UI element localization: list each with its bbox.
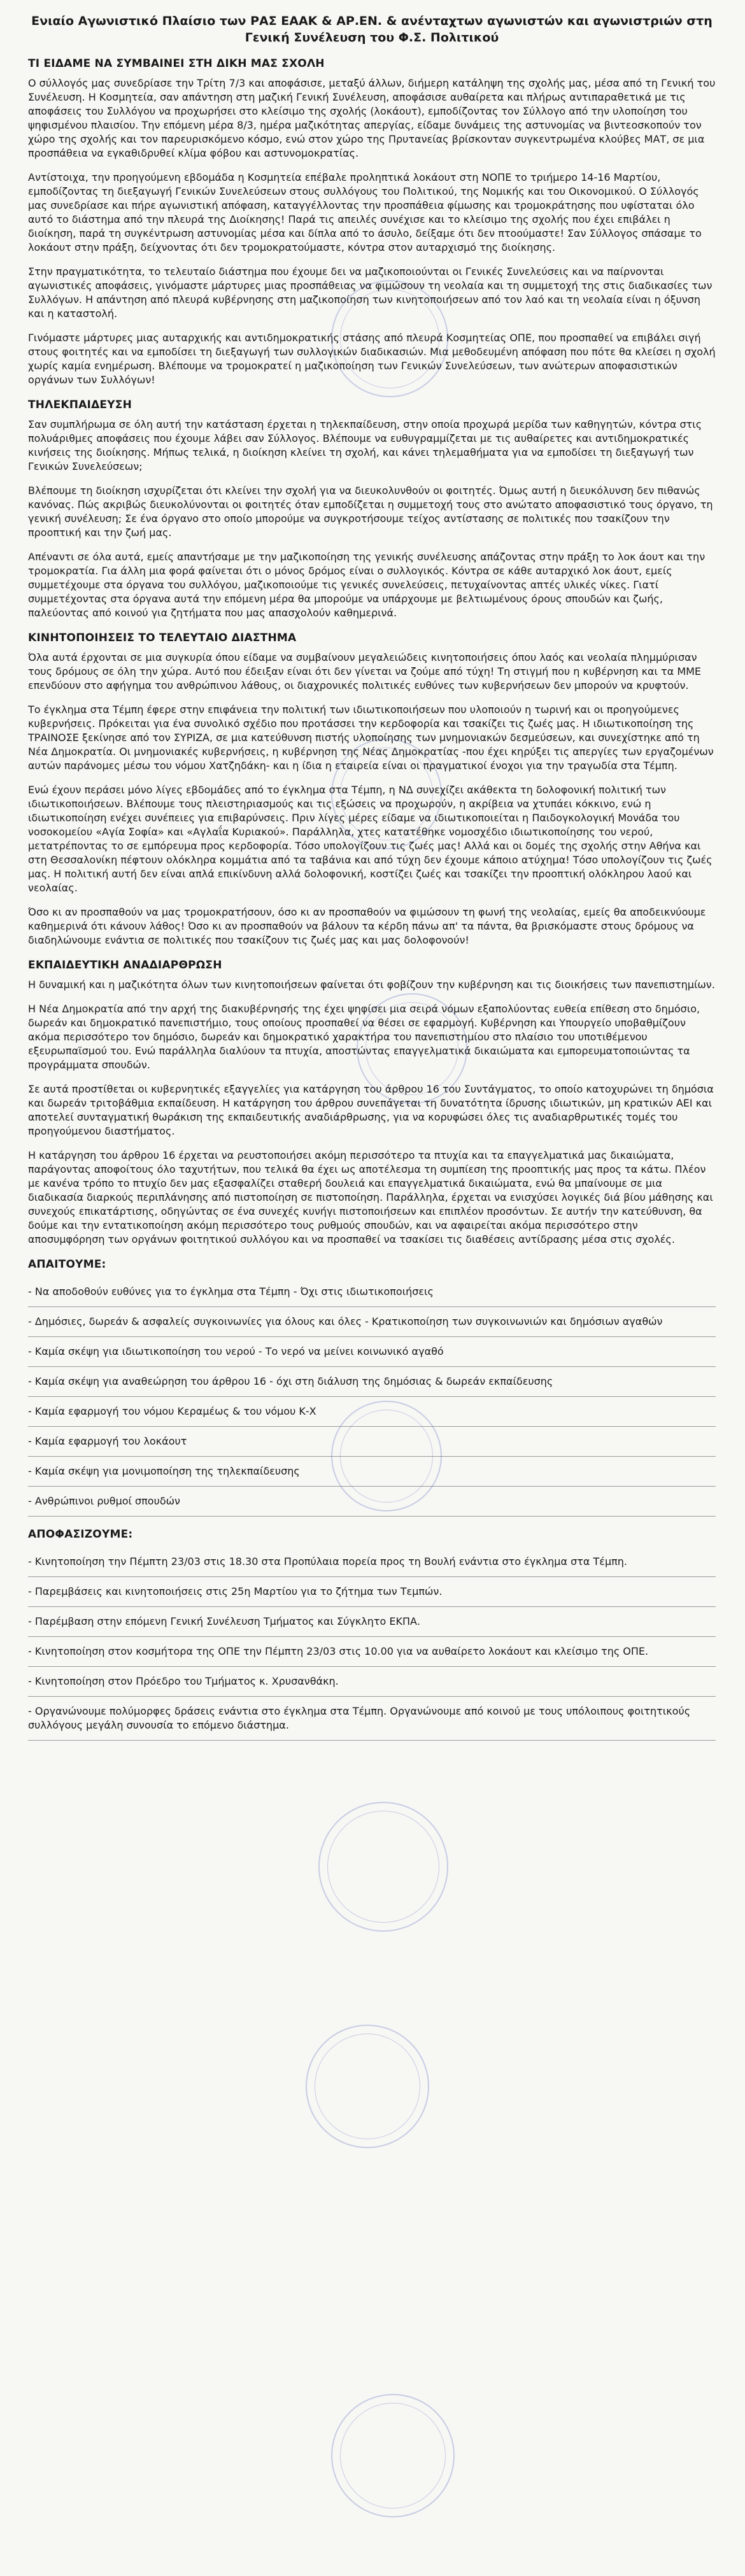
decision-item: - Οργανώνουμε πολύμορφες δράσεις ενάντια στο έγκλημα στα Τέμπη. Οργανώνουμε από κοινού με τους υπόλοιπους φοιτητικούς συλλόγους μεγάλη συνουσία το επόμενο διάστημα.: [28, 1697, 716, 1741]
paragraph: Απέναντι σε όλα αυτά, εμείς απαντήσαμε με την μαζικοποίηση της γενικής συνέλευσης απάζοντας στην πράξη το λοκ άουτ και την τρομοκρατία. Για άλλη μια φορά φαίνεται ότι ο μόνος δρόμος είναι ο συλλογικός. Κόντρα σε κάθε αυταρχικό λοκ άουτ, εμείς συμμετέχουμε στα όργανα του συλλόγου, μαζικοποιούμε τις γενικές συνελεύσεις, πετυχαίνοντας απτές υλικές νίκες. Γιατί συμμετέχοντας στα όργανα αυτά την επόμενη μέρα θα μπορούμε να υπάρχουμε με βελτιωμένους όρους σπουδών και ζωής, παλεύοντας από κοινού για ζητήματα που μας απασχολούν καθημερινά.: [28, 551, 706, 619]
demand-item: - Καμία εφαρμογή του νόμου Κεραμέως & του νόμου Κ-Χ: [28, 1397, 716, 1427]
paragraph: Αντίστοιχα, την προηγούμενη εβδομάδα η Κοσμητεία επέβαλε προληπτικά λοκάουτ στη ΝΟΠΕ το τριήμερο 14-16 Μαρτίου, εμποδίζοντας τη διεξαγωγή Γενικών Συνελεύσεων στους συλλόγους του Πολιτικού, της Νομικής και του Οικονομικού. Ο Σύλλογός μας συνεδρίασε και πήρε αγωνιστική απόφαση, καταγγέλλοντας την προσπάθεια φίμωσης και τρομοκράτησης που υφίσταται όλο αυτό το διάστημα από την πλευρά της Διοίκησης! Παρά τις απειλές συνέχισε και το κλείσιμο της σχολής που έχει επιβάλει η διοίκηση, παρά τη συγκέντρωση αστυνομίας μέσα και δίπλα από το άσυλο, δείξαμε ότι δεν πτοούμαστε! Σαν Σύλλογος σπάσαμε το λοκάουτ στην πράξη, δείχνοντας ότι δεν τρομοκρατούμαστε, κόντρα στον αυταρχισμό της διοίκησης.: [28, 171, 702, 253]
section-heading: ΕΚΠΑΙΔΕΥΤΙΚΗ ΑΝΑΔΙΑΡΘΡΩΣΗ: [28, 959, 222, 972]
decision-item: - Κινητοποίηση στον κοσμήτορα της ΟΠΕ την Πέμπτη 23/03 στις 10.00 για να αυθαίρετο λοκάουτ και κλείσιμο της ΟΠΕ.: [28, 1637, 716, 1667]
paragraph: Η κατάργηση του άρθρου 16 έρχεται να ρευστοποιήσει ακόμη περισσότερο τα πτυχία και τα επαγγελματικά μας δικαιώματα, παράγοντας αποφοίτους όλο ταχυτήτων, που τελικά θα έχει ως αποτέλεσμα τη συμπίεση της προοπτικής μας προς τα κάτω. Πλέον με κανένα τρόπο το πτυχίο δεν μας εξασφαλίζει σταθερή δουλειά και επαγγελματικά δικαιώματα, ενώ θα μπαίνουμε σε μια διαδικασία διαρκούς περιπλάνησης από πιστοποίηση σε πιστοποίηση. Παράλληλα, έρχεται να ενισχύσει λογικές διά βίου μάθησης και συνεχούς επικατάρτισης, οδηγώντας σε ένα συνεχές κυνήγι πιστοποιήσεων και επιπλέον προσόντων. Σε αυτήν την κατεύθυνση, θα δούμε και την εντατικοποίηση ακόμη περισσότερο τους ρυθμούς σπουδών, και να αφαιρείται ακόμα περισσότερο στην αποσυμφόρηση των οργάνων φοιτητικού συλλόγου και να προσπαθεί να τσακίσει τις διαθέσεις αντίδρασης μέσα στις σχολές.: [28, 1149, 713, 1245]
paragraph: Σαν συμπλήρωμα σε όλη αυτή την κατάσταση έρχεται η τηλεκπαίδευση, στην οποία προχωρά μερίδα των καθηγητών, κόντρα στις πολυάριθμες αποφάσεις που έχουμε λάβει σαν Σύλλογος. Βλέπουμε να ευθυγραμμίζεται με τις αυθαίρετες και αντιδημοκρατικές κινήσεις της διοίκησης. Μήπως τελικά, η διοίκηση κλείνει τη σχολή, και κάνει τηλεμαθήματα για να εμποδίσει τη διεξαγωγή των Γενικών Συνελεύσεων;: [28, 418, 702, 472]
decision-item: - Παρέμβαση στην επόμενη Γενική Συνέλευση Τμήματος και Σύγκλητο ΕΚΠΑ.: [28, 1607, 716, 1637]
section-heading: ΤΙ ΕΙΔΑΜΕ ΝΑ ΣΥΜΒΑΙΝΕΙ ΣΤΗ ΔΙΚΗ ΜΑΣ ΣΧΟΛΗ: [28, 57, 325, 70]
demand-item: - Καμία σκέψη για αναθεώρηση του άρθρου 16 - όχι στη διάλυση της δημόσιας & δωρεάν εκπαίδευσης: [28, 1367, 716, 1397]
decision-item: - Παρεμβάσεις και κινητοποιήσεις στις 25η Μαρτίου για το ζήτημα των Τεμπών.: [28, 1577, 716, 1607]
document-title: Ενιαίο Αγωνιστικό Πλαίσιο των ΡΑΣ ΕΑΑΚ & ΑΡ.ΕΝ. & ανένταχτων αγωνιστών και αγωνιστριών στη Γενική Συνέλευση του Φ.Σ. Πολιτικού: [31, 14, 713, 45]
paragraph: Σε αυτά προστίθεται οι κυβερνητικές εξαγγελίες για κατάργηση του άρθρου 16 του Συντάγματος, το οποίο κατοχυρώνει τη δημόσια και δωρεάν τριτοβάθμια εκπαίδευση. Η κατάργηση του άρθρου συνεπάγεται τη δυνατότητα ίδρυσης ιδιωτικών, μη κρατικών ΑΕΙ και αποτελεί συνταγματική θωράκιση της εκπαιδευτικής αναδιάρθρωσης, για να κορυφώσει όλες τις αναδιαρθρωτικές τομές του προηγούμενου διαστήματος.: [28, 1083, 714, 1137]
decision-item: - Κινητοποίηση την Πέμπτη 23/03 στις 18.30 στα Προπύλαια πορεία προς τη Βουλή ενάντια στο έγκλημα στα Τέμπη.: [28, 1547, 716, 1577]
decision-item: - Κινητοποίηση στον Πρόεδρο του Τμήματος κ. Χρυσανθάκη.: [28, 1667, 716, 1697]
section-tele-education: [28, 399, 716, 620]
paragraph: Γινόμαστε μάρτυρες μιας αυταρχικής και αντιδημοκρατικής στάσης από πλευρά Κοσμητείας ΟΠΕ, που προσπαθεί να επιβάλει σιγή στους φοιτητές και να εμποδίσει τη διεξαγωγή των συλλογικών διαδικασιών. Μια μεθοδευμένη απόφαση που πότε θα κλείσει η σχολή χωρίς καμία ενημέρωση. Βλέπουμε να τρομοκρατεί η μαζικοποίηση των Γενικών Συνελεύσεων, των ανώτερων αποφασιστικών οργάνων των Συλλόγων!: [28, 332, 716, 386]
decisions-list: [28, 1547, 716, 1741]
demand-item: - Καμία εφαρμογή του λοκάουτ: [28, 1427, 716, 1457]
demand-item: - Να αποδοθούν ευθύνες για το έγκλημα στα Τέμπη - Όχι στις ιδιωτικοποιήσεις: [28, 1277, 716, 1307]
section-our-school: [28, 57, 716, 387]
paragraph: Όλα αυτά έρχονται σε μια συγκυρία όπου είδαμε να συμβαίνουν μεγαλειώδεις κινητοποιήσεις όπου λαός και νεολαία πλημμύρισαν τους δρόμους σε όλη την χώρα. Αυτό που έδειξαν είναι ότι δεν γίνεται να ζούμε από τύχη! Τη στιγμή που η κυβέρνηση και τα ΜΜΕ επενδύουν στο αφήγημα του ανθρώπινου λάθους, οι διαχρονικές πολιτικές ευθύνες των κυβερνήσεων δεν μπορούν να κρυφτούν.: [28, 651, 702, 691]
demands-list: [28, 1277, 716, 1517]
paragraph: Ο σύλλογός μας συνεδρίασε την Τρίτη 7/3 και αποφάσισε, μεταξύ άλλων, διήμερη κατάληψη της σχολής μας, μέσα από τη Γενική του Συνέλευση. Η Κοσμητεία, σαν απάντηση στη μαζική Γενική Συνέλευση, αποφάσισε αυθαίρετα και πλήρως αντιπαραθετικά με τις αποφάσεις του Συλλόγου να προχωρήσει στο κλείσιμο της σχολής (λοκάουτ), εμποδίζοντας τον Σύλλογο από την υλοποίηση του ψηφισμένου πλαισίου. Την επόμενη μέρα 8/3, ημέρα μαζικότητας απεργίας, είδαμε δυνάμεις της αστυνομίας να βιντεοσκοπούν τον χώρο της σχολής και τον παρευρισκόμενο κόσμο, ενώ στον χώρο της Πρυτανείας βρίσκονταν συγκεντρωμένα κλούβες ΜΑΤ, σε μια προσπάθεια να εγκαθιδρυθεί κλίμα φόβου και αστυνομοκρατίας.: [28, 77, 716, 159]
section-heading: ΤΗΛΕΚΠΑΙΔΕΥΣΗ: [28, 399, 132, 411]
decisions-heading: ΑΠΟΦΑΣΙΖΟΥΜΕ:: [28, 1528, 133, 1541]
paragraph: Στην πραγματικότητα, το τελευταίο διάστημα που έχουμε δει να μαζικοποιούνται οι Γενικές Συνελεύσεις και να παίρνονται αγωνιστικές αποφάσεις, γινόμαστε μάρτυρες μιας προσπάθειας να φιμώσουν τη νεολαία και τη συμμετοχή της στις διαδικασίες των Συλλόγων. Η απάντηση από πλευρά κυβέρνησης στη μαζικοποίηση των κινητοποιήσεων από τον λαό και τη νεολαία είναι η όξυνση και η καταστολή.: [28, 265, 713, 320]
demand-item: - Δημόσιες, δωρεάν & ασφαλείς συγκοινωνίες για όλους και όλες - Κρατικοποίηση των συγκοινωνιών και δημόσιων αγαθών: [28, 1307, 716, 1337]
section-demands: [28, 1258, 716, 1517]
paragraph: Η Νέα Δημοκρατία από την αρχή της διακυβέρνησής της έχει ψηφίσει μια σειρά νόμων εξαπολύοντας ευθεία επίθεση στο δημόσιο, δωρεάν και δημοκρατικό πανεπιστήμιο, τους οποίους προσπαθεί να θέσει σε εφαρμογή. Κυβέρνηση και Υπουργείο υποβαθμίζουν ακόμα περισσότερο τον δημόσιο, δωρεάν και δημοκρατικό χαρακτήρα του πανεπιστημίου στο πλαίσιο του υποτιθέμενου εξευρωπαϊσμού του. Ενώ παράλληλα διαλύουν τα πτυχία, αποστώντας επαγγελματικά δικαιώματα και εμπορευματοποιώντας τα προγράμματα σπουδών.: [28, 1003, 700, 1071]
paragraph: Το έγκλημα στα Τέμπη έφερε στην επιφάνεια την πολιτική των ιδιωτικοποιήσεων που υλοποιούν η τωρινή και οι προηγούμενες κυβερνήσεις. Πρόκειται για ένα συνολικό σχέδιο που προτάσσει την κερδοφορία και τσακίζει τις ζωές μας. Η ιδιωτικοποίηση της ΤΡΑΙΝΟΣΕ ξεκίνησε από τον ΣΥΡΙΖΑ, σε μια κατεύθυνση πιστής υλοποίησης των μνημονιακών δεσμεύσεων, και συνεχίστηκε από τη Νέα Δημοκρατία. Οι μνημονιακές κυβερνήσεις, η κυβέρνηση της Νέας Δημοκρατίας -που έχει κηρύξει τις απεργίες των εργαζομένων αυτών παράνομες μέσω του νόμου Χατζηδάκη- και η ίδια η εταιρεία είναι οι πραγματικοί ένοχοι για την τραγωδία στα Τέμπη.: [28, 704, 714, 772]
section-heading: ΚΙΝΗΤΟΠΟΙΗΣΕΙΣ ΤΟ ΤΕΛΕΥΤΑΙΟ ΔΙΑΣΤΗΜΑ: [28, 632, 297, 644]
demands-heading: ΑΠΑΙΤΟΥΜΕ:: [28, 1258, 106, 1271]
paragraph: Η δυναμική και η μαζικότητα όλων των κινητοποιήσεων φαίνεται ότι φοβίζουν την κυβέρνηση και τις διοικήσεις των πανεπιστημίων.: [28, 979, 715, 991]
paragraph: Ενώ έχουν περάσει μόνο λίγες εβδομάδες από το έγκλημα στα Τέμπη, η ΝΔ συνεχίζει ακάθεκτα τη δολοφονική πολιτική των ιδιωτικοποιήσεων. Βλέπουμε τους πλειστηριασμούς και τις εξώσεις να προχωρούν, η ακρίβεια να χτυπάει κόκκινο, ενώ η ιδιωτικοποίηση ενέχει συνέπειες για επιβαρύνσεις. Πριν λίγες μέρες είδαμε να ιδιωτικοποιείται η Παιδογκολογική Μονάδα του νοσοκομείου «Αγία Σοφία» και «Αγλαΐα Κυριακού». Παράλληλα, χτες κατατέθηκε νομοσχέδιο ιδιωτικοποίησης του νερού, μετατρέποντας το σε εμπόρευμα προς κερδοφορία. Τόσο υπολογίζουν τις ζωές μας! Αλλά και οι δομές της σχολής στην Αθήνα και στη Θεσσαλονίκη πέφτουν ολόκληρα κομμάτια από τα ταβάνια και από τύχη δεν έχουμε κάποιο ατύχημα! Τόσο υπολογίζουν τις ζωές μας. Η πολιτική αυτή δεν είναι απλά επικίνδυνη αλλά δολοφονική, κοστίζει ζωές και τσακίζει την προοπτική ολόκληρου λαού και νεολαίας.: [28, 784, 713, 894]
demand-item: - Καμία σκέψη για μονιμοποίηση της τηλεκπαίδευσης: [28, 1457, 716, 1487]
paragraph: Όσο κι αν προσπαθούν να μας τρομοκρατήσουν, όσο κι αν προσπαθούν να φιμώσουν τη φωνή της νεολαίας, εμείς θα αποδεικνύουμε καθημερινά ότι κάνουν λάθος! Όσο κι αν προσπαθούν να βάλουν τα κέρδη πάνω απ' τα πάντα, θα βρισκόμαστε στους δρόμους να διαδηλώνουμε ενάντια σε πολιτικές που τσακίζουν τις ζωές μας και μας δολοφονούν!: [28, 906, 706, 946]
demand-item: - Καμία σκέψη για ιδιωτικοποίηση του νερού - Το νερό να μείνει κοινωνικό αγαθό: [28, 1337, 716, 1367]
section-education-restructuring: [28, 959, 716, 1247]
section-mobilizations: [28, 632, 716, 947]
paragraph: Βλέπουμε τη διοίκηση ισχυρίζεται ότι κλείνει την σχολή για να διευκολυνθούν οι φοιτητές. Όμως αυτή η διευκόλυνση δεν πιθανώς κανόνας. Πώς ακριβώς διευκολύνονται οι φοιτητές όταν εμποδίζεται η συμμετοχή τους στο ανώτατο αποφασιστικό τους όργανο, τη γενική συνέλευση; Σε ένα όργανο στο οποίο μπορούμε να συγκροτήσουμε τείχος αντίστασης σε πολιτικές που τσακίζουν την προοπτική και την ζωή μας.: [28, 485, 713, 539]
section-decisions: [28, 1528, 716, 1741]
demand-item: - Ανθρώπινοι ρυθμοί σπουδών: [28, 1487, 716, 1517]
